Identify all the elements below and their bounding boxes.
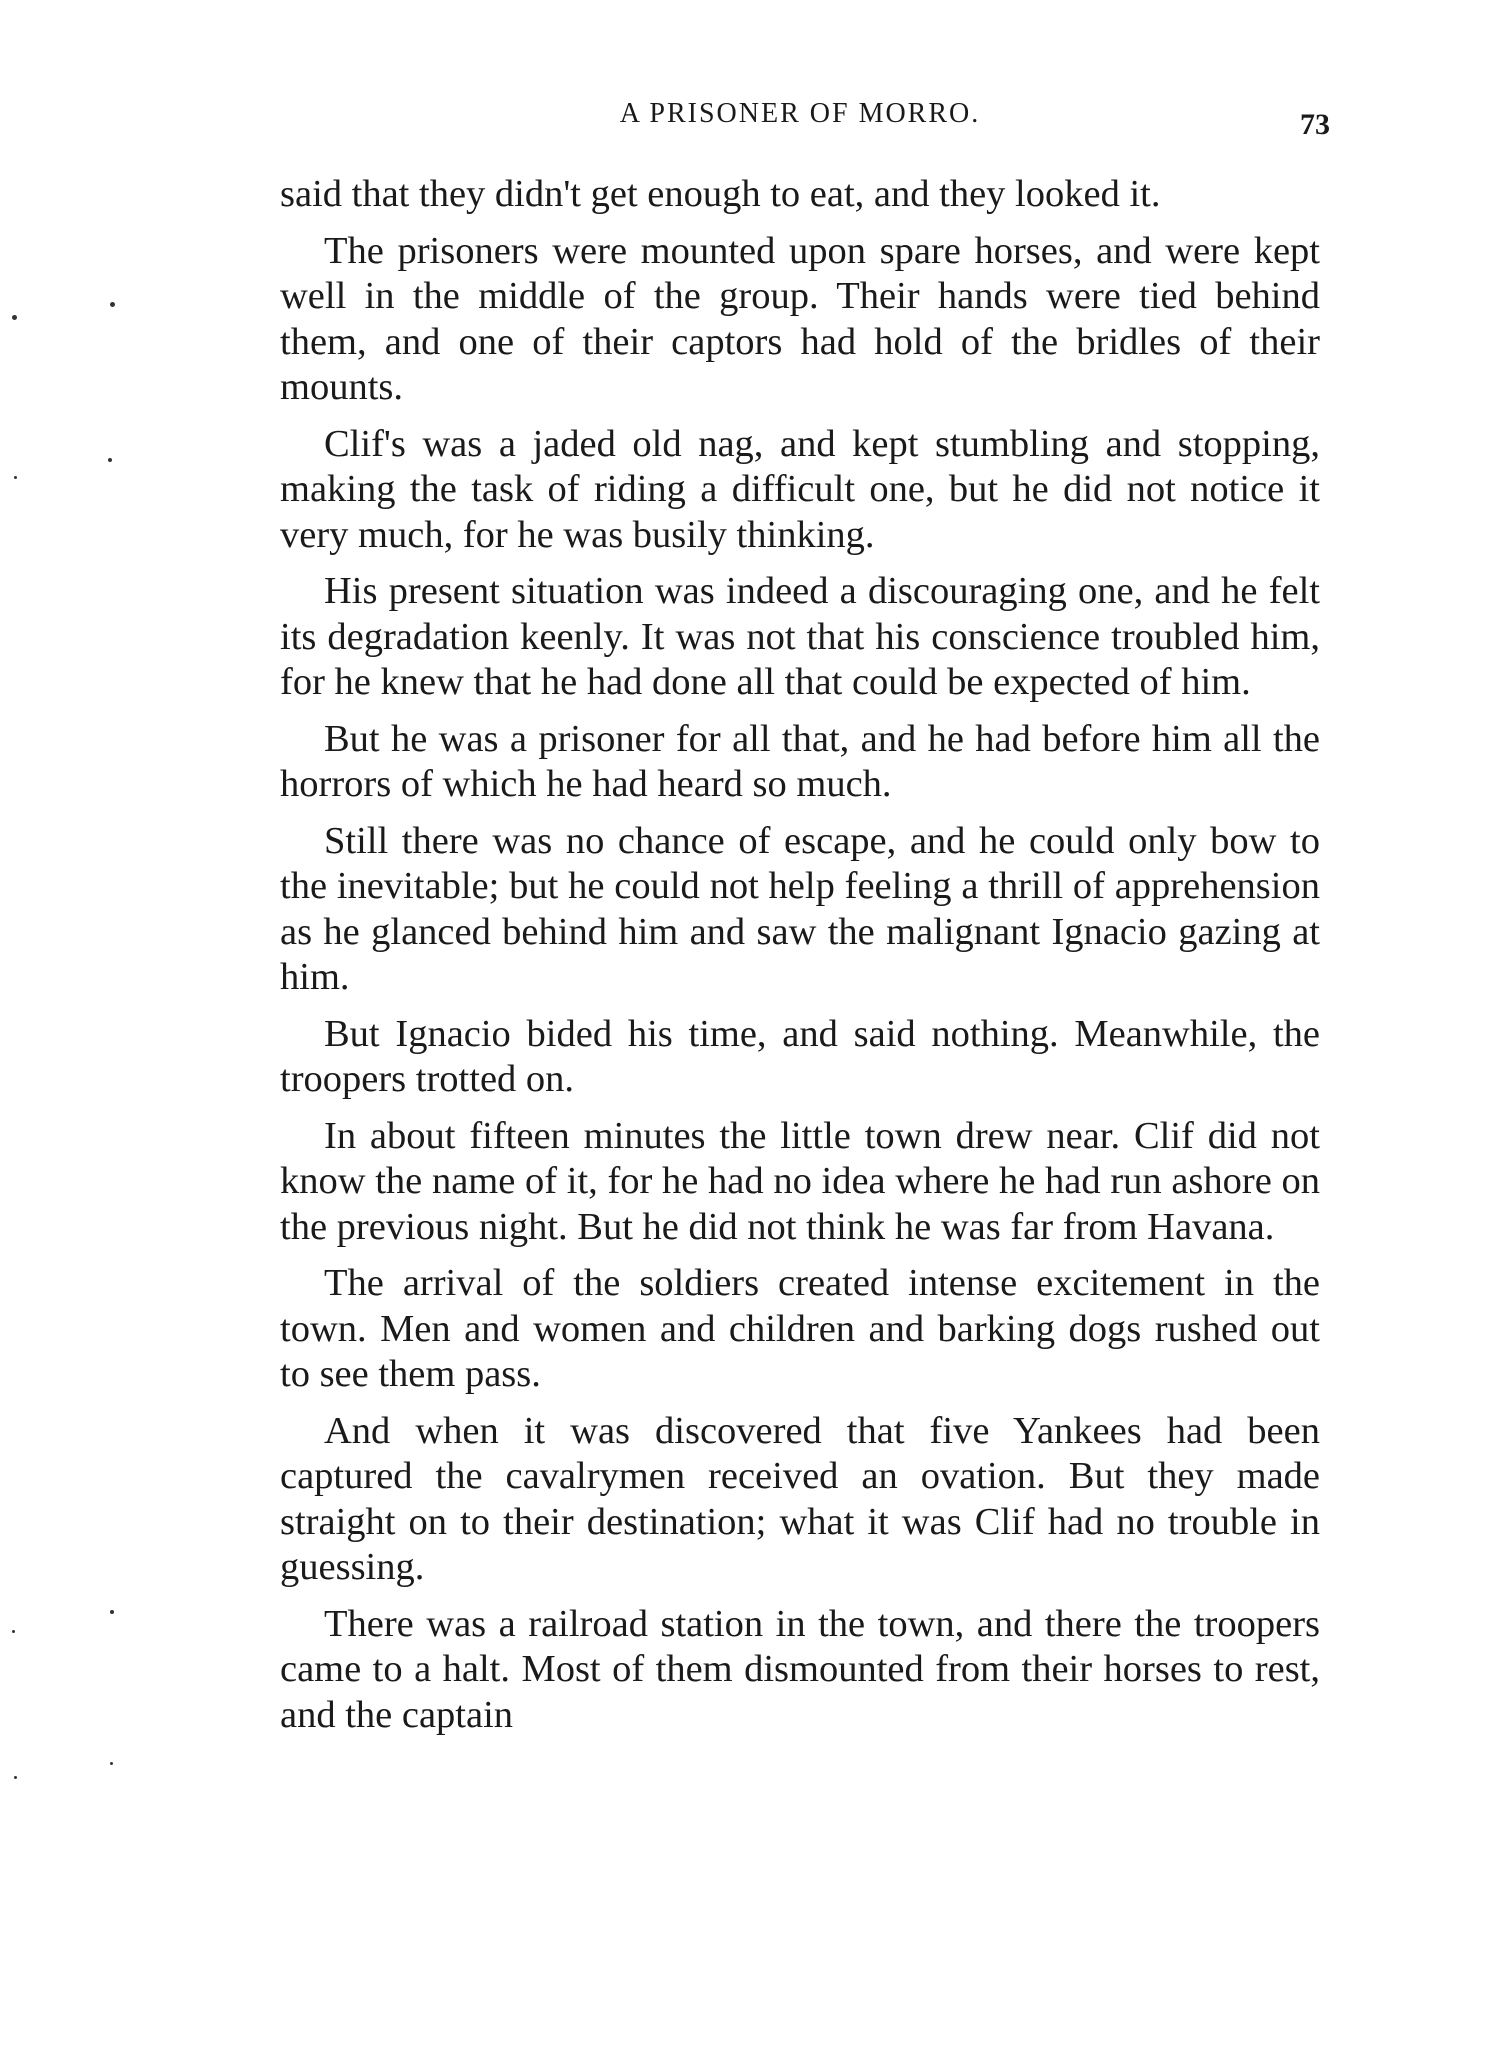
paragraph: In about fifteen minutes the little town drew near. Clif did not know the name of it, for he had no idea where he had run ashore on the previous night. But he did not think he was far from Havana. [280,1114,1320,1248]
paragraph: The arrival of the soldiers created intense excitement in the town. Men and women and children and barking dogs rushed out to see them pass. [280,1262,1320,1395]
scan-speck [110,302,115,307]
paragraph: His present situation was indeed a discouraging one, and he felt its degradation keenly. It was not that his conscience troubled him, for he knew that he had done all that could be expected of him. [280,570,1320,703]
scan-speck [110,1762,113,1765]
paragraph: said that they didn't get enough to eat, and they looked it. [280,173,1161,215]
scan-speck [12,1630,15,1633]
paragraph: But Ignacio bided his time, and said nothing. Meanwhile, the troopers trotted on. [280,1012,1320,1100]
paragraph: And when it was discovered that five Yankees had been captured the cavalrymen received an ovation. But they made straight on to their destination; what it was Clif had no trouble in guessing. [280,1409,1320,1588]
scan-speck [110,1610,114,1614]
paragraph: The prisoners were mounted upon spare horses, and were kept well in the middle of the group. Their hands were tied behind them, and one of their captors had hold of the bridles of their mounts. [280,229,1320,408]
scan-speck [108,458,112,462]
running-head [280,98,1330,141]
paragraph: Clif's was a jaded old nag, and kept stumbling and stopping, making the task of riding a difficult one, but he did not notice it very much, for he was busily thinking. [280,422,1320,556]
running-title: A PRISONER OF MORRO. [619,98,981,129]
scan-speck [14,476,17,479]
paragraph: Still there was no chance of escape, and he could only bow to the inevitable; but he could not help feeling a thrill of apprehension as he glanced behind him and saw the malignant Ignacio gazing at him. [280,819,1320,998]
paragraph: There was a railroad station in the town, and there the troopers came to a halt. Most of them dismounted from their horses to rest, and the captain [280,1602,1320,1736]
scan-speck [14,1776,17,1779]
paragraph: But he was a prisoner for all that, and he had before him all the horrors of which he had heard so much. [280,717,1320,805]
body-text [280,172,1320,1749]
page-number: 73 [1300,108,1330,141]
scan-speck [12,315,17,320]
